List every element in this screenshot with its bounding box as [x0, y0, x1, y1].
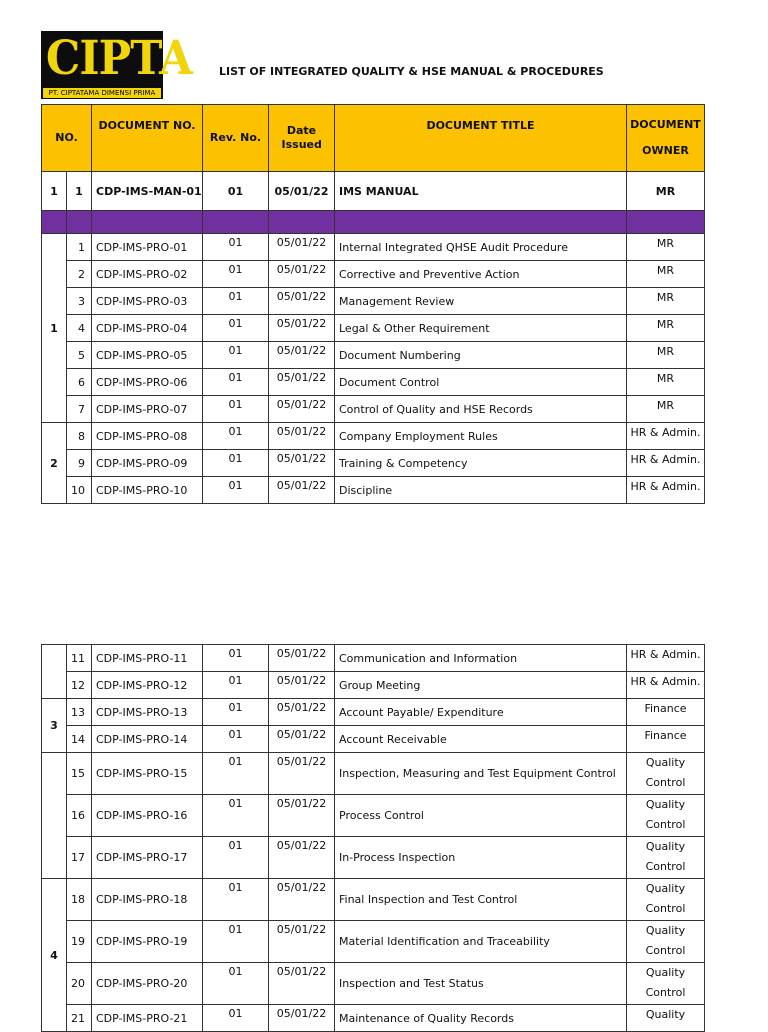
row-rev: 01 — [203, 369, 269, 396]
row-date: 05/01/22 — [269, 288, 335, 315]
header-date-issued-label: Date Issued — [281, 124, 322, 151]
table-row — [42, 369, 705, 396]
row-title: Legal & Other Requirement — [335, 315, 627, 342]
row-title: Final Inspection and Test Control — [335, 879, 627, 921]
row-title: Training & Competency — [335, 450, 627, 477]
manual-rev: 01 — [203, 172, 269, 211]
header-document-title: DOCUMENT TITLE — [335, 105, 627, 172]
row-doc-no: CDP-IMS-PRO-04 — [92, 315, 203, 342]
row-title: Document Numbering — [335, 342, 627, 369]
table-row — [42, 288, 705, 315]
row-owner-line2: Control — [645, 902, 686, 915]
table-row — [42, 963, 705, 1005]
row-no: 14 — [67, 726, 92, 753]
row-doc-no: CDP-IMS-PRO-08 — [92, 423, 203, 450]
row-doc-no: CDP-IMS-PRO-16 — [92, 795, 203, 837]
row-owner-line2: Control — [645, 986, 686, 999]
row-doc-no: CDP-IMS-PRO-03 — [92, 288, 203, 315]
row-rev: 01 — [203, 795, 269, 837]
table-row — [42, 261, 705, 288]
row-doc-no: CDP-IMS-PRO-19 — [92, 921, 203, 963]
row-owner: Quality — [627, 1005, 705, 1032]
row-doc-no: CDP-IMS-PRO-20 — [92, 963, 203, 1005]
row-owner: HR & Admin. — [627, 645, 705, 672]
manual-row — [42, 172, 705, 211]
row-rev: 01 — [203, 921, 269, 963]
row-owner — [627, 963, 705, 1005]
row-title: Inspection, Measuring and Test Equipment Control — [335, 753, 627, 795]
header-rev-no: Rev. No. — [203, 105, 269, 172]
row-date: 05/01/22 — [269, 645, 335, 672]
row-date: 05/01/22 — [269, 921, 335, 963]
row-doc-no: CDP-IMS-PRO-17 — [92, 837, 203, 879]
table-row — [42, 726, 705, 753]
row-date: 05/01/22 — [269, 699, 335, 726]
row-rev: 01 — [203, 645, 269, 672]
row-no: 9 — [67, 450, 92, 477]
table-row — [42, 879, 705, 921]
table-row — [42, 1005, 705, 1032]
row-no: 16 — [67, 795, 92, 837]
row-date: 05/01/22 — [269, 963, 335, 1005]
document-title: LIST OF INTEGRATED QUALITY & HSE MANUAL & PROCEDURES — [219, 65, 604, 78]
row-no: 7 — [67, 396, 92, 423]
table-row — [42, 645, 705, 672]
table-row — [42, 921, 705, 963]
group-number: 3 — [42, 699, 67, 753]
table-row — [42, 699, 705, 726]
row-no: 4 — [67, 315, 92, 342]
group-number: 4 — [42, 879, 67, 1032]
row-owner — [627, 795, 705, 837]
row-rev: 01 — [203, 423, 269, 450]
row-title: Management Review — [335, 288, 627, 315]
row-no: 3 — [67, 288, 92, 315]
row-owner-line2: Control — [645, 944, 686, 957]
row-date: 05/01/22 — [269, 342, 335, 369]
row-title: Internal Integrated QHSE Audit Procedure — [335, 234, 627, 261]
row-owner-line1: Quality — [645, 798, 686, 811]
logo-brand: CIPTA — [45, 31, 192, 86]
row-owner — [627, 879, 705, 921]
row-date: 05/01/22 — [269, 450, 335, 477]
row-no: 17 — [67, 837, 92, 879]
row-doc-no: CDP-IMS-PRO-11 — [92, 645, 203, 672]
row-owner-line2: Control — [645, 776, 686, 789]
row-owner-line1: Quality — [645, 966, 686, 979]
separator-row — [42, 211, 705, 234]
row-owner: MR — [627, 342, 705, 369]
row-title: In-Process Inspection — [335, 837, 627, 879]
row-date: 05/01/22 — [269, 477, 335, 504]
row-title: Discipline — [335, 477, 627, 504]
row-rev: 01 — [203, 699, 269, 726]
row-owner: MR — [627, 261, 705, 288]
row-title: Account Receivable — [335, 726, 627, 753]
row-title: Inspection and Test Status — [335, 963, 627, 1005]
company-logo — [41, 31, 192, 99]
row-doc-no: CDP-IMS-PRO-12 — [92, 672, 203, 699]
row-doc-no: CDP-IMS-PRO-14 — [92, 726, 203, 753]
row-owner — [627, 921, 705, 963]
header-owner-line1: DOCUMENT — [630, 118, 701, 131]
table-row — [42, 396, 705, 423]
table-row — [42, 753, 705, 795]
row-no: 5 — [67, 342, 92, 369]
row-no: 11 — [67, 645, 92, 672]
row-rev: 01 — [203, 477, 269, 504]
row-no: 18 — [67, 879, 92, 921]
row-rev: 01 — [203, 672, 269, 699]
row-rev: 01 — [203, 315, 269, 342]
row-title: Company Employment Rules — [335, 423, 627, 450]
row-doc-no: CDP-IMS-PRO-15 — [92, 753, 203, 795]
row-rev: 01 — [203, 342, 269, 369]
row-date: 05/01/22 — [269, 369, 335, 396]
row-title: Account Payable/ Expenditure — [335, 699, 627, 726]
row-rev: 01 — [203, 288, 269, 315]
row-owner: HR & Admin. — [627, 477, 705, 504]
row-owner — [627, 837, 705, 879]
row-title: Communication and Information — [335, 645, 627, 672]
row-doc-no: CDP-IMS-PRO-06 — [92, 369, 203, 396]
manual-group: 1 — [42, 172, 67, 211]
header-document-no: DOCUMENT NO. — [92, 105, 203, 172]
row-title: Document Control — [335, 369, 627, 396]
row-doc-no: CDP-IMS-PRO-10 — [92, 477, 203, 504]
row-owner-line1: Quality — [645, 924, 686, 937]
table-row — [42, 672, 705, 699]
header-owner-line2: OWNER — [642, 144, 689, 157]
row-no: 20 — [67, 963, 92, 1005]
table-row — [42, 342, 705, 369]
row-date: 05/01/22 — [269, 261, 335, 288]
row-owner: HR & Admin. — [627, 672, 705, 699]
row-doc-no: CDP-IMS-PRO-13 — [92, 699, 203, 726]
row-date: 05/01/22 — [269, 315, 335, 342]
row-owner: HR & Admin. — [627, 450, 705, 477]
table-row — [42, 234, 705, 261]
row-doc-no: CDP-IMS-PRO-01 — [92, 234, 203, 261]
row-owner-line2: Control — [645, 818, 686, 831]
row-owner-line1: Quality — [645, 882, 686, 895]
manual-title: IMS MANUAL — [335, 172, 627, 211]
table-row — [42, 450, 705, 477]
row-no: 10 — [67, 477, 92, 504]
row-rev: 01 — [203, 396, 269, 423]
row-owner: MR — [627, 288, 705, 315]
table-header-row — [42, 105, 705, 172]
row-date: 05/01/22 — [269, 1005, 335, 1032]
row-no: 19 — [67, 921, 92, 963]
header-no: NO. — [42, 105, 92, 172]
group-number-continued — [42, 753, 67, 879]
table-row — [42, 837, 705, 879]
row-rev: 01 — [203, 963, 269, 1005]
manual-doc-no: CDP-IMS-MAN-01 — [92, 172, 203, 211]
manual-date: 05/01/22 — [269, 172, 335, 211]
table-row — [42, 423, 705, 450]
procedure-table-page-1 — [41, 104, 705, 504]
row-no: 6 — [67, 369, 92, 396]
row-rev: 01 — [203, 450, 269, 477]
row-rev: 01 — [203, 1005, 269, 1032]
row-owner — [627, 753, 705, 795]
row-doc-no: CDP-IMS-PRO-02 — [92, 261, 203, 288]
row-title: Corrective and Preventive Action — [335, 261, 627, 288]
row-rev: 01 — [203, 837, 269, 879]
manual-owner: MR — [627, 172, 705, 211]
row-owner: Finance — [627, 726, 705, 753]
row-date: 05/01/22 — [269, 837, 335, 879]
row-rev: 01 — [203, 879, 269, 921]
row-date: 05/01/22 — [269, 726, 335, 753]
table-row — [42, 795, 705, 837]
row-owner: Finance — [627, 699, 705, 726]
row-doc-no: CDP-IMS-PRO-18 — [92, 879, 203, 921]
row-owner-line1: Quality — [645, 840, 686, 853]
header-document-owner — [627, 105, 705, 172]
row-date: 05/01/22 — [269, 396, 335, 423]
row-rev: 01 — [203, 261, 269, 288]
row-date: 05/01/22 — [269, 795, 335, 837]
row-doc-no: CDP-IMS-PRO-21 — [92, 1005, 203, 1032]
table-row — [42, 477, 705, 504]
row-title: Control of Quality and HSE Records — [335, 396, 627, 423]
row-owner: MR — [627, 315, 705, 342]
row-date: 05/01/22 — [269, 879, 335, 921]
row-no: 1 — [67, 234, 92, 261]
row-doc-no: CDP-IMS-PRO-09 — [92, 450, 203, 477]
row-date: 05/01/22 — [269, 753, 335, 795]
group-number: 2 — [42, 423, 67, 504]
row-date: 05/01/22 — [269, 234, 335, 261]
manual-no: 1 — [67, 172, 92, 211]
row-rev: 01 — [203, 753, 269, 795]
row-date: 05/01/22 — [269, 423, 335, 450]
row-date: 05/01/22 — [269, 672, 335, 699]
group-number: 1 — [42, 234, 67, 423]
group-number-continued — [42, 645, 67, 699]
table-row — [42, 315, 705, 342]
row-title: Material Identification and Traceability — [335, 921, 627, 963]
logo-company-name: PT. CIPTATAMA DIMENSI PRIMA — [43, 88, 161, 98]
row-no: 2 — [67, 261, 92, 288]
row-owner: HR & Admin. — [627, 423, 705, 450]
row-no: 8 — [67, 423, 92, 450]
row-doc-no: CDP-IMS-PRO-07 — [92, 396, 203, 423]
row-no: 13 — [67, 699, 92, 726]
row-rev: 01 — [203, 726, 269, 753]
row-title: Maintenance of Quality Records — [335, 1005, 627, 1032]
row-owner: MR — [627, 369, 705, 396]
row-rev: 01 — [203, 234, 269, 261]
row-title: Group Meeting — [335, 672, 627, 699]
procedure-table-page-2 — [41, 644, 705, 1032]
row-owner-line2: Control — [645, 860, 686, 873]
row-owner: MR — [627, 396, 705, 423]
row-no: 12 — [67, 672, 92, 699]
row-no: 15 — [67, 753, 92, 795]
header-date-issued — [269, 105, 335, 172]
row-owner: MR — [627, 234, 705, 261]
row-no: 21 — [67, 1005, 92, 1032]
row-doc-no: CDP-IMS-PRO-05 — [92, 342, 203, 369]
row-owner-line1: Quality — [645, 756, 686, 769]
row-title: Process Control — [335, 795, 627, 837]
